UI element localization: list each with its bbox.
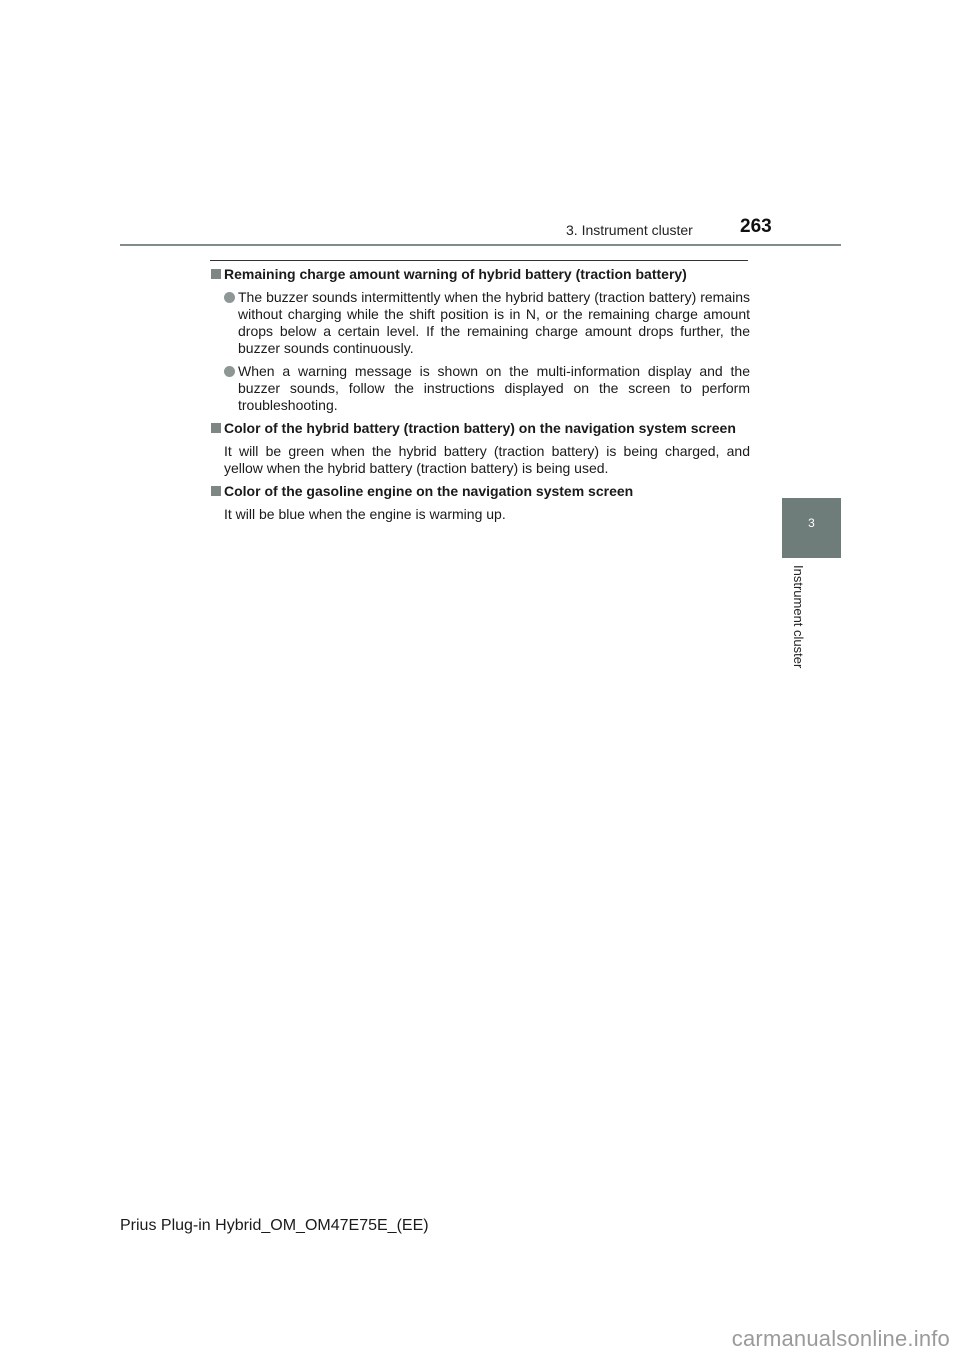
paragraph-battery-color: It will be green when the hybrid battery (traction battery) is being charged, and yellow when the hybrid battery (traction battery) is being used.	[224, 443, 750, 476]
square-bullet-icon	[211, 486, 221, 496]
content-top-rule	[210, 260, 748, 261]
chapter-tab	[782, 498, 841, 558]
circle-bullet-icon	[224, 292, 235, 303]
bullet-item-warning-message	[210, 363, 750, 414]
heading-remaining-charge-warning	[210, 266, 750, 283]
bullet-item-buzzer	[210, 289, 750, 357]
heading-text: Color of the gasoline engine on the navigation system screen	[224, 483, 634, 499]
square-bullet-icon	[211, 269, 221, 279]
paragraph-engine-color: It will be blue when the engine is warming up.	[224, 506, 506, 522]
section-title: 3. Instrument cluster	[566, 222, 693, 238]
heading-text: Color of the hybrid battery (traction battery) on the navigation system screen	[224, 420, 736, 436]
watermark: carmanualsonline.info	[731, 1326, 950, 1351]
footer-doc-id: Prius Plug-in Hybrid_OM_OM47E75E_(EE)	[120, 1217, 429, 1234]
heading-battery-color	[210, 420, 750, 437]
circle-bullet-icon	[224, 366, 235, 377]
bullet-text: When a warning message is shown on the multi-information display and the buzzer sounds, follow the instructions displayed on the screen to perform troubleshooting.	[238, 363, 750, 413]
chapter-tab-number: 3	[808, 516, 815, 530]
page-content	[210, 266, 750, 529]
heading-engine-color	[210, 483, 750, 500]
chapter-tab-label: Instrument cluster	[791, 565, 806, 669]
page-number: 263	[740, 216, 772, 237]
square-bullet-icon	[211, 423, 221, 433]
heading-text: Remaining charge amount warning of hybrid battery (traction battery)	[224, 266, 687, 282]
header-rule	[120, 244, 841, 246]
bullet-text: The buzzer sounds intermittently when the hybrid battery (traction battery) remains without charging while the shift position is in N, or the remaining charge amount drops below a certain level. If the remaining charge amount drops further, the buzzer sounds continuously.	[238, 289, 750, 356]
